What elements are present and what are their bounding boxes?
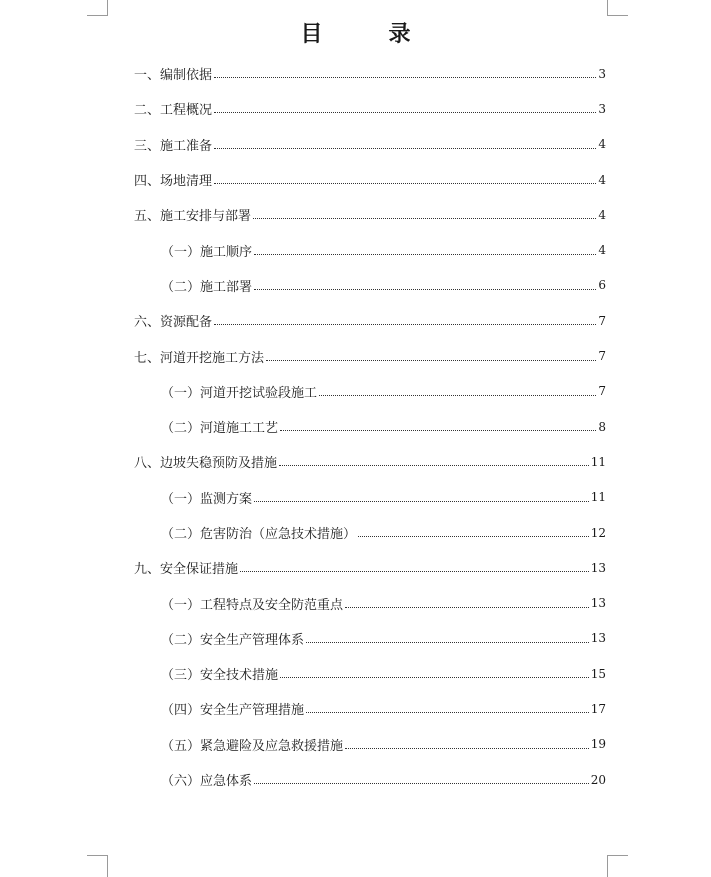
toc-dot-leader [214, 324, 596, 325]
toc-dot-leader [345, 607, 589, 608]
toc-dot-leader [214, 148, 596, 149]
toc-entry[interactable] [134, 409, 606, 444]
toc-entry-page-number: 17 [590, 701, 606, 716]
toc-entry[interactable] [134, 338, 606, 373]
toc-dot-leader [306, 642, 589, 643]
toc-dot-leader [254, 289, 596, 290]
toc-entry-label: （四）安全生产管理措施 [161, 703, 305, 719]
toc-entry[interactable] [134, 232, 606, 267]
toc-entry-page-number: 3 [598, 101, 606, 116]
toc-entry-label: 八、边坡失稳预防及措施 [134, 456, 278, 472]
toc-entry-page-number: 12 [590, 525, 606, 540]
toc-entry-label: （一）河道开挖试验段施工 [161, 385, 318, 401]
toc-dot-leader [214, 183, 596, 184]
toc-dot-leader [345, 748, 589, 749]
toc-entry-page-number: 20 [590, 772, 606, 787]
toc-entry-label: 九、安全保证措施 [134, 562, 239, 578]
toc-dot-leader [266, 360, 596, 361]
toc-entry-page-number: 7 [598, 349, 606, 364]
corner-mark-top-left [87, 0, 108, 16]
toc-entry-label: 五、施工安排与部署 [134, 209, 252, 225]
toc-entry[interactable] [134, 762, 606, 797]
toc-entry-page-number: 13 [590, 596, 606, 611]
toc-entry-page-number: 3 [598, 66, 606, 81]
toc-entry-label: （一）施工顺序 [161, 244, 253, 260]
corner-mark-bottom-left [87, 855, 108, 877]
toc-entry-page-number: 4 [598, 207, 606, 222]
toc-entry-page-number: 4 [598, 172, 606, 187]
toc-dot-leader [306, 712, 589, 713]
corner-mark-bottom-right [607, 855, 628, 877]
toc-dot-leader [279, 465, 589, 466]
toc-entry[interactable] [134, 550, 606, 585]
toc-entry-page-number: 11 [590, 454, 606, 469]
toc-entry-label: 四、场地清理 [134, 174, 213, 190]
toc-entry-page-number: 8 [598, 419, 606, 434]
toc-dot-leader [280, 677, 589, 678]
toc-entry[interactable] [134, 585, 606, 620]
toc-dot-leader [214, 77, 596, 78]
toc-entry-page-number: 13 [590, 560, 606, 575]
toc-dot-leader [280, 430, 596, 431]
toc-entry[interactable] [134, 91, 606, 126]
toc-entry-page-number: 13 [590, 631, 606, 646]
toc-entry-label: （一）工程特点及安全防范重点 [161, 597, 344, 613]
toc-entry[interactable] [134, 127, 606, 162]
toc-entry[interactable] [134, 727, 606, 762]
toc-dot-leader [254, 254, 596, 255]
corner-mark-top-right [607, 0, 628, 16]
toc-dot-leader [319, 395, 596, 396]
toc-entry[interactable] [134, 691, 606, 726]
toc-entry-page-number: 6 [598, 278, 606, 293]
toc-title: 目 录 [300, 21, 433, 47]
toc-entry-label: 三、施工准备 [134, 138, 213, 154]
toc-entry[interactable] [134, 444, 606, 479]
toc-list [134, 56, 606, 797]
toc-entry[interactable] [134, 621, 606, 656]
toc-dot-leader [240, 571, 589, 572]
toc-entry-page-number: 7 [598, 313, 606, 328]
toc-entry-page-number: 4 [598, 243, 606, 258]
toc-dot-leader [254, 501, 589, 502]
toc-entry-page-number: 15 [590, 666, 606, 681]
toc-dot-leader [358, 536, 589, 537]
toc-entry-label: 一、编制依据 [134, 68, 213, 84]
toc-dot-leader [214, 112, 596, 113]
toc-entry-page-number: 11 [590, 490, 606, 505]
toc-entry-label: （二）安全生产管理体系 [161, 632, 305, 648]
toc-entry-label: （二）危害防治（应急技术措施） [161, 527, 357, 542]
toc-entry-page-number: 7 [598, 384, 606, 399]
toc-entry[interactable] [134, 197, 606, 232]
toc-entry-label: （一）监测方案 [161, 491, 253, 507]
toc-entry-label: （五）紧急避险及应急救援措施 [161, 738, 344, 754]
toc-entry-label: （三）安全技术措施 [161, 668, 279, 684]
toc-entry[interactable] [134, 56, 606, 91]
toc-dot-leader [253, 218, 596, 219]
toc-entry-label: （二）河道施工工艺 [161, 421, 279, 437]
toc-entry[interactable] [134, 303, 606, 338]
toc-entry-label: 二、工程概况 [134, 103, 213, 119]
toc-dot-leader [254, 783, 589, 784]
toc-entry[interactable] [134, 480, 606, 515]
toc-entry[interactable] [134, 268, 606, 303]
toc-entry-label: 七、河道开挖施工方法 [134, 350, 265, 366]
toc-entry-label: （二）施工部署 [161, 279, 253, 295]
toc-entry[interactable] [134, 515, 606, 550]
toc-entry[interactable] [134, 656, 606, 691]
toc-entry-label: 六、资源配备 [134, 315, 213, 331]
toc-entry[interactable] [134, 162, 606, 197]
toc-entry-page-number: 4 [598, 137, 606, 152]
toc-entry-page-number: 19 [590, 737, 606, 752]
toc-entry-label: （六）应急体系 [161, 774, 253, 790]
toc-entry[interactable] [134, 374, 606, 409]
